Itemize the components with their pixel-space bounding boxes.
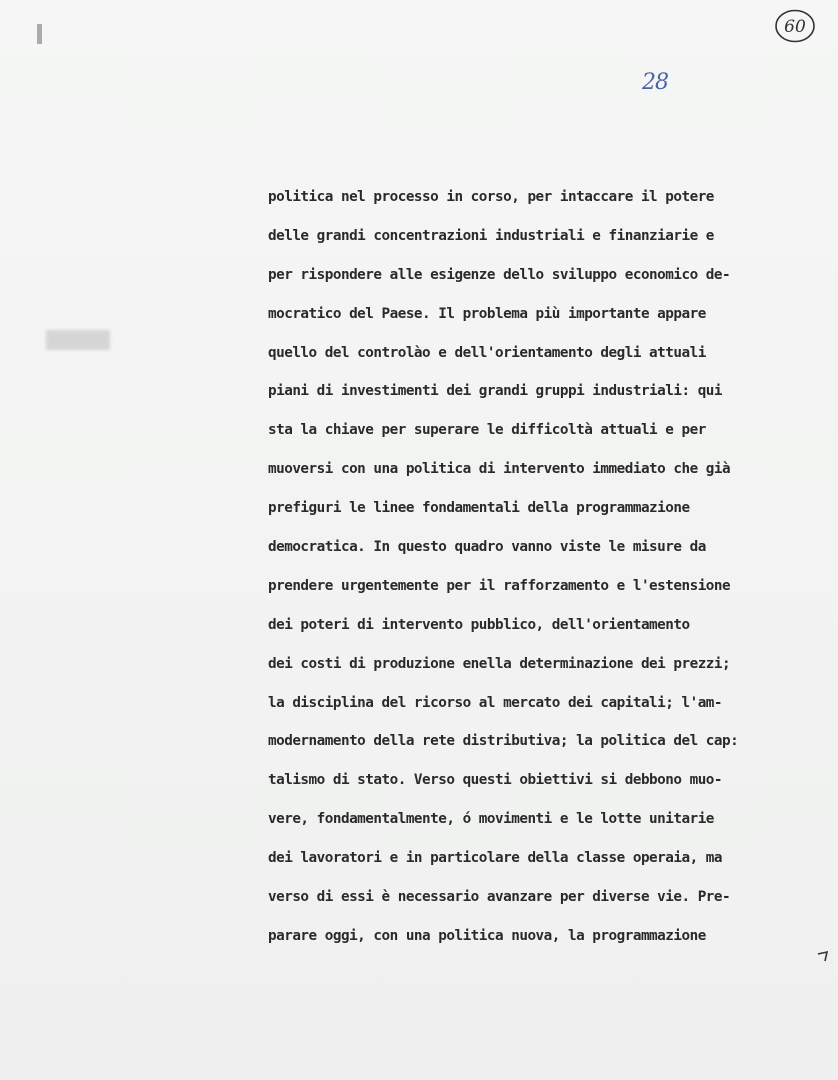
text-line: prefiguri le linee fondamentali della programmazione (268, 500, 690, 517)
text-line: piani di investimenti dei grandi gruppi industriali: qui (268, 383, 723, 400)
text-line: mocratico del Paese. Il problema più importante appare (268, 305, 706, 322)
text-line: talismo di stato. Verso questi obiettivi si debbono muo- (268, 772, 723, 789)
corner-mark (816, 948, 830, 962)
text-line: per rispondere alle esigenze dello sviluppo economico de- (268, 266, 731, 283)
text-line: dei poteri di intervento pubblico, dell'orientamento (268, 616, 690, 633)
text-line: modernamento della rete distributiva; la politica del cap: (268, 733, 739, 750)
text-line: dei lavoratori e in particolare della classe operaia, ma (268, 850, 723, 867)
circled-page-number-text: 60 (784, 17, 806, 37)
typewritten-body (268, 178, 838, 956)
text-line: politica nel processo in corso, per intaccare il potere (268, 189, 714, 205)
text-line: vere, fondamentalmente, ó movimenti e le lotte unitarie (268, 811, 714, 828)
text-line: verso di essi è necessario avanzare per diverse vie. Pre- (268, 889, 731, 906)
text-line: sta la chiave per superare le difficoltà attuali e per (268, 422, 706, 439)
text-line: dei costi di produzione enella determinazione dei prezzi; (268, 655, 731, 672)
text-line: quello del controlào e dell'orientamento degli attuali (268, 344, 706, 361)
text-line: parare oggi, con una politica nuova, la programmazione (268, 927, 706, 944)
text-line: prendere urgentemente per il rafforzamento e l'estensione (268, 577, 731, 594)
text-line: muoversi con una politica di intervento immediato che già (268, 461, 731, 478)
handwritten-page-number: 28 (642, 70, 668, 95)
margin-smudge (46, 330, 110, 350)
text-line: democratica. In questo quadro vanno viste le misure da (268, 539, 706, 556)
text-line: delle grandi concentrazioni industriali e finanziarie e (268, 227, 714, 244)
text-line: la disciplina del ricorso al mercato dei capitali; l'am- (268, 694, 723, 711)
binding-mark (37, 24, 42, 44)
circled-page-number (774, 8, 816, 44)
